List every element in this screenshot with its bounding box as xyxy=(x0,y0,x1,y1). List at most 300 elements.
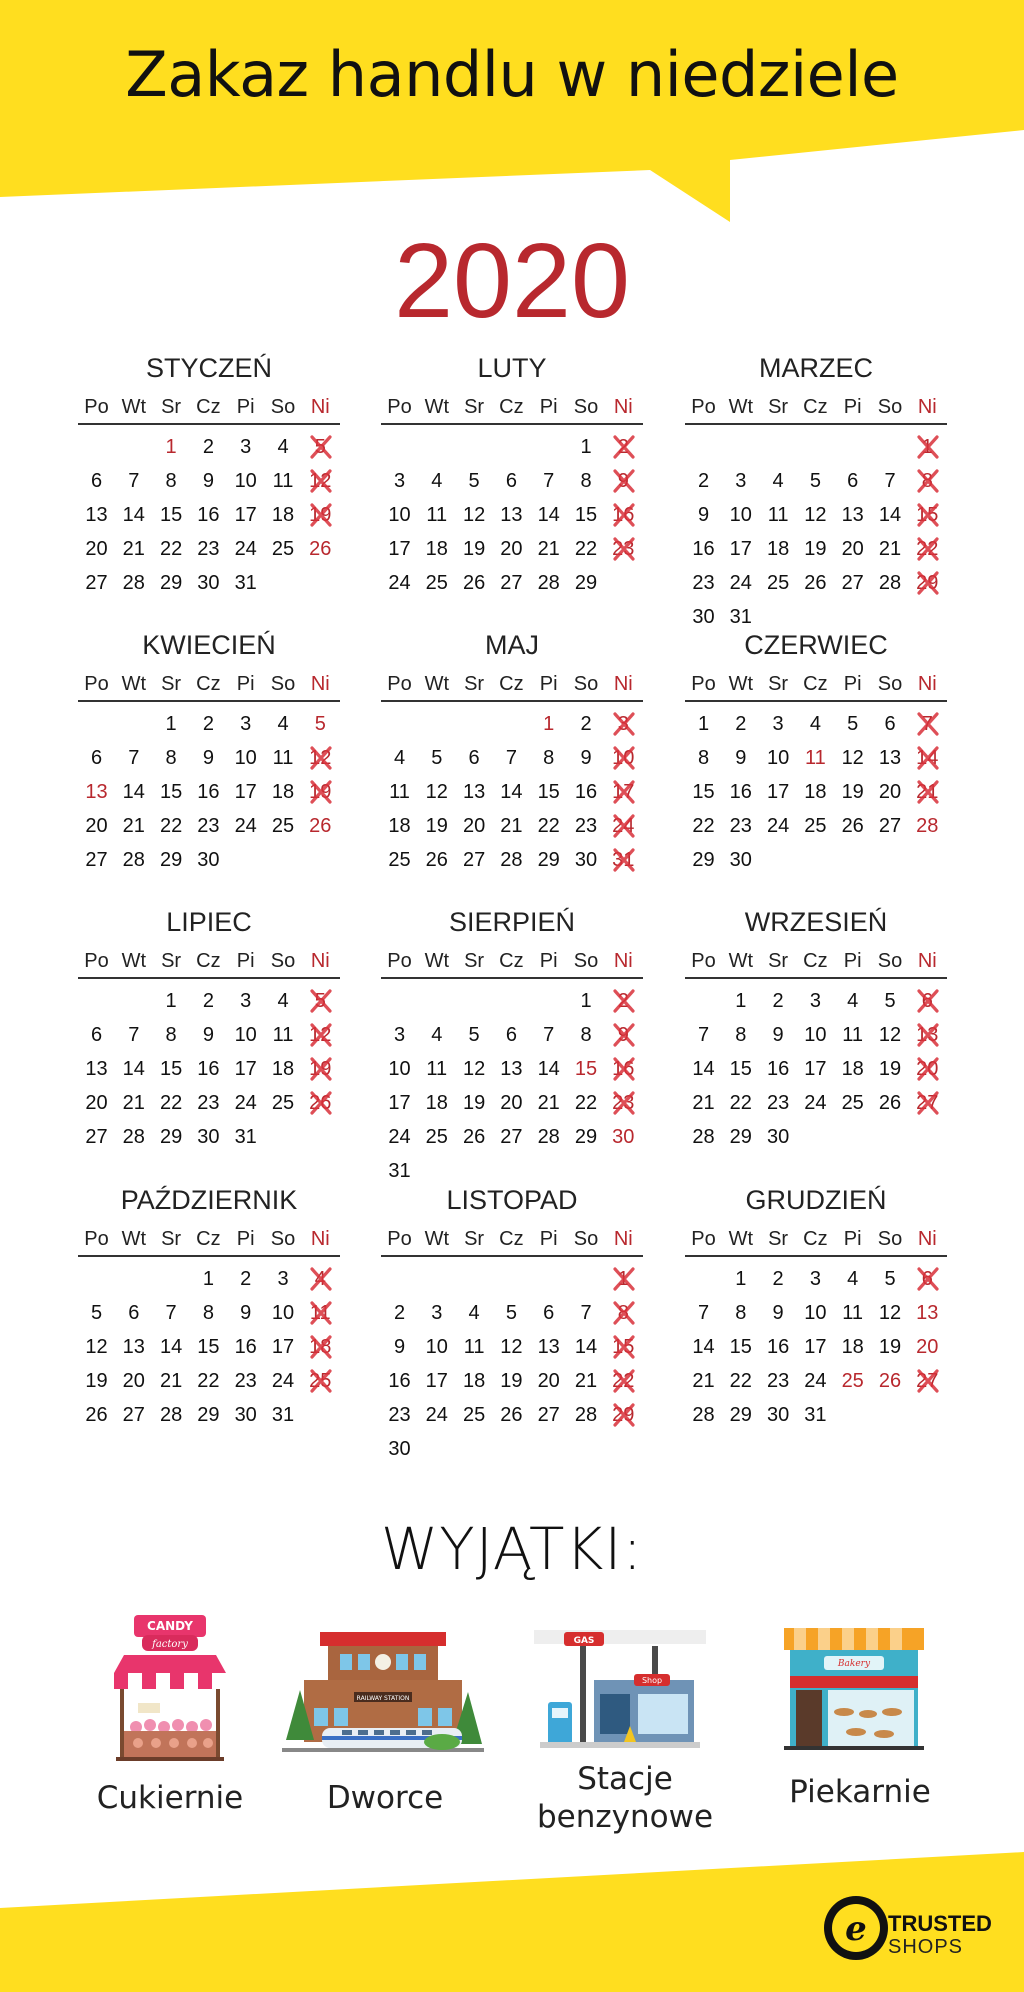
day-cell: 8 xyxy=(697,747,710,769)
weekday-label: Po xyxy=(84,396,109,418)
bakery-icon xyxy=(784,1628,924,1752)
weekday-label: Cz xyxy=(499,1228,524,1250)
day-cell: 11 xyxy=(389,781,410,803)
day-cell: 14 xyxy=(692,1336,715,1358)
day-cell-trading-ban: 25 xyxy=(302,1369,339,1393)
day-cell: 16 xyxy=(197,504,220,526)
day-cell: 3 xyxy=(240,990,252,1012)
day-cell: 18 xyxy=(462,1370,486,1392)
weekday-label: Ni xyxy=(917,396,937,418)
day-cell: 26 xyxy=(878,1092,902,1114)
weekday-label: Wt xyxy=(424,950,450,972)
day-cell: 16 xyxy=(388,1370,411,1392)
cross-mark-icon xyxy=(308,1056,334,1082)
day-cell: 30 xyxy=(766,1126,790,1148)
cross-mark-icon xyxy=(308,1090,334,1116)
day-cell: 7 xyxy=(580,1302,592,1324)
day-cell: 31 xyxy=(388,1160,411,1182)
day-cell: 8 xyxy=(735,1302,747,1324)
station-sign-text: RAILWAY STATION xyxy=(356,1695,410,1702)
weekday-label: So xyxy=(877,950,903,972)
day-cell: 5 xyxy=(468,470,480,492)
day-cell: 18 xyxy=(271,504,295,526)
cross-mark-icon xyxy=(308,1022,334,1048)
day-cell-trading-ban: 29 xyxy=(909,571,946,595)
month-name: STYCZEŃ xyxy=(145,353,272,383)
day-cell: 21 xyxy=(122,1092,145,1114)
month-divider xyxy=(78,423,340,425)
day-cell: 13 xyxy=(537,1336,560,1358)
day-cell: 25 xyxy=(462,1404,486,1426)
day-cell: 23 xyxy=(766,1092,790,1114)
day-cell: 23 xyxy=(197,1092,220,1114)
day-cell: 9 xyxy=(735,747,747,769)
weekday-label: Cz xyxy=(196,1228,221,1250)
exceptions-title: WYJĄTKI: xyxy=(380,1515,644,1583)
day-cell: 3 xyxy=(240,713,252,735)
day-cell: 16 xyxy=(197,781,220,803)
day-cell-trading-ban: 19 xyxy=(302,1057,339,1081)
day-cell: 15 xyxy=(159,1058,183,1080)
weekday-label: Pi xyxy=(539,950,558,972)
weekday-label: Po xyxy=(387,950,412,972)
day-cell: 15 xyxy=(729,1336,752,1358)
day-cell: 2 xyxy=(772,990,784,1012)
day-cell: 9 xyxy=(697,504,710,526)
day-cell: 28 xyxy=(692,1404,715,1426)
weekday-label: Pi xyxy=(539,673,558,695)
day-cell: 27 xyxy=(537,1404,560,1426)
day-cell: 31 xyxy=(234,572,257,594)
weekday-label: Cz xyxy=(196,673,221,695)
month-divider xyxy=(78,1255,340,1257)
day-cell: 29 xyxy=(537,849,560,871)
day-cell: 28 xyxy=(537,1126,560,1148)
day-cell: 20 xyxy=(537,1370,560,1392)
cross-mark-icon xyxy=(308,468,334,494)
cross-mark-icon xyxy=(611,1090,637,1116)
day-cell: 20 xyxy=(122,1370,145,1392)
day-cell: 27 xyxy=(462,849,486,871)
day-cell: 6 xyxy=(543,1302,555,1324)
weekday-label: Wt xyxy=(728,1228,754,1250)
day-cell: 17 xyxy=(234,781,257,803)
day-cell: 28 xyxy=(574,1404,598,1426)
weekday-label: Wt xyxy=(728,673,754,695)
day-cell: 30 xyxy=(729,849,752,871)
day-cell: 16 xyxy=(766,1058,790,1080)
day-cell: 8 xyxy=(580,470,592,492)
day-cell: 26 xyxy=(500,1404,523,1426)
weekday-label: Wt xyxy=(121,1228,147,1250)
day-cell: 29 xyxy=(729,1404,752,1426)
day-cell-trading-ban: 6 xyxy=(909,1267,946,1291)
day-cell: 30 xyxy=(197,849,220,871)
day-cell-trading-ban: 31 xyxy=(605,848,642,872)
day-cell: 7 xyxy=(128,1024,140,1046)
day-cell: 10 xyxy=(804,1024,827,1046)
weekday-label: So xyxy=(573,950,599,972)
day-cell: 23 xyxy=(197,538,220,560)
day-cell: 24 xyxy=(388,572,411,594)
day-cell: 31 xyxy=(271,1404,295,1426)
cross-mark-icon xyxy=(611,813,637,839)
month-name: PAŹDZIERNIK xyxy=(120,1185,298,1215)
day-cell: 13 xyxy=(500,504,523,526)
day-cell: 28 xyxy=(916,815,939,837)
day-cell: 28 xyxy=(122,1126,145,1148)
day-cell: 6 xyxy=(884,713,896,735)
day-cell: 3 xyxy=(772,713,784,735)
day-cell-trading-ban: 13 xyxy=(909,1023,946,1047)
weekday-label: Ni xyxy=(613,396,633,418)
day-cell-trading-ban: 23 xyxy=(605,1091,642,1115)
day-cell: 7 xyxy=(128,470,140,492)
cross-mark-icon xyxy=(611,988,637,1014)
day-cell: 4 xyxy=(277,990,289,1012)
day-cell: 22 xyxy=(692,815,715,837)
month-divider xyxy=(685,700,947,702)
cross-mark-icon xyxy=(915,1368,941,1394)
weekday-label: Cz xyxy=(803,673,828,695)
weekday-label: Sr xyxy=(768,396,789,418)
day-cell: 8 xyxy=(202,1302,214,1324)
day-cell: 28 xyxy=(159,1404,183,1426)
day-cell: 14 xyxy=(692,1058,715,1080)
day-cell-trading-ban: 27 xyxy=(909,1369,946,1393)
day-cell: 10 xyxy=(388,504,411,526)
cross-mark-icon xyxy=(611,1266,637,1292)
day-cell: 29 xyxy=(692,849,715,871)
day-cell-trading-ban: 12 xyxy=(302,746,339,770)
day-cell: 11 xyxy=(463,1336,485,1358)
day-cell: 5 xyxy=(809,470,821,492)
day-cell-trading-ban: 5 xyxy=(302,435,339,459)
day-cell: 9 xyxy=(393,1336,406,1358)
month-divider xyxy=(381,423,643,425)
weekday-label: Pi xyxy=(843,673,862,695)
weekday-label: Cz xyxy=(803,1228,828,1250)
day-cell: 25 xyxy=(388,849,411,871)
day-cell: 22 xyxy=(574,538,598,560)
day-cell: 11 xyxy=(842,1024,864,1046)
day-cell: 30 xyxy=(766,1404,790,1426)
cross-mark-icon xyxy=(915,711,941,737)
day-cell: 11 xyxy=(272,470,294,492)
weekday-label: Po xyxy=(691,1228,716,1250)
day-cell: 11 xyxy=(842,1302,864,1324)
day-cell: 9 xyxy=(240,1302,252,1324)
day-cell: 6 xyxy=(90,747,103,769)
day-cell-trading-ban: 9 xyxy=(605,469,642,493)
day-cell: 12 xyxy=(841,747,864,769)
day-cell: 12 xyxy=(85,1336,108,1358)
day-cell: 19 xyxy=(462,538,486,560)
day-cell: 17 xyxy=(388,538,411,560)
day-cell: 8 xyxy=(165,1024,177,1046)
day-cell: 31 xyxy=(234,1126,257,1148)
day-cell: 11 xyxy=(767,504,789,526)
day-cell: 31 xyxy=(804,1404,827,1426)
candy-sub-text: factory xyxy=(152,1639,188,1650)
month-name: CZERWIEC xyxy=(744,630,888,660)
weekday-label: Cz xyxy=(803,950,828,972)
shop-sign-text: Shop xyxy=(641,1676,663,1685)
day-cell: 12 xyxy=(500,1336,523,1358)
day-cell-trading-ban: 15 xyxy=(605,1335,642,1359)
day-cell: 10 xyxy=(388,1058,411,1080)
day-cell: 7 xyxy=(165,1302,177,1324)
day-cell: 30 xyxy=(612,1126,635,1148)
day-cell: 2 xyxy=(240,1268,252,1290)
weekday-label: So xyxy=(270,396,296,418)
day-cell: 24 xyxy=(234,815,257,837)
weekday-label: Sr xyxy=(161,950,182,972)
day-cell: 11 xyxy=(426,504,448,526)
cross-mark-icon xyxy=(611,502,637,528)
day-cell: 18 xyxy=(271,781,295,803)
day-cell: 8 xyxy=(165,470,177,492)
day-cell: 18 xyxy=(841,1336,864,1358)
day-cell: 20 xyxy=(85,538,108,560)
cross-mark-icon xyxy=(611,779,637,805)
day-cell: 1 xyxy=(165,713,177,735)
day-cell: 16 xyxy=(234,1336,257,1358)
day-cell: 1 xyxy=(543,713,555,735)
year-heading: 2020 xyxy=(394,222,630,340)
day-cell-trading-ban: 23 xyxy=(605,537,642,561)
weekday-label: Po xyxy=(84,673,109,695)
day-cell: 4 xyxy=(393,747,406,769)
day-cell: 19 xyxy=(500,1370,523,1392)
day-cell: 29 xyxy=(159,849,183,871)
day-cell: 26 xyxy=(462,1126,486,1148)
day-cell-trading-ban: 22 xyxy=(605,1369,642,1393)
day-cell: 25 xyxy=(804,815,827,837)
day-cell: 4 xyxy=(277,436,289,458)
exception-label: Piekarnie xyxy=(789,1774,931,1810)
weekday-label: Pi xyxy=(843,1228,862,1250)
day-cell: 27 xyxy=(841,572,864,594)
weekday-label: Po xyxy=(387,396,412,418)
weekday-label: Pi xyxy=(236,673,255,695)
day-cell: 24 xyxy=(234,538,257,560)
weekday-label: Ni xyxy=(310,1228,330,1250)
weekday-label: Pi xyxy=(236,950,255,972)
day-cell: 26 xyxy=(85,1404,108,1426)
weekday-label: Sr xyxy=(161,673,182,695)
day-cell: 4 xyxy=(431,1024,443,1046)
day-cell: 3 xyxy=(393,1024,406,1046)
day-cell: 26 xyxy=(878,1370,902,1392)
day-cell: 3 xyxy=(735,470,747,492)
weekday-label: Po xyxy=(84,950,109,972)
day-cell: 23 xyxy=(197,815,220,837)
day-cell: 12 xyxy=(425,781,448,803)
day-cell-trading-ban: 15 xyxy=(909,503,946,527)
day-cell: 16 xyxy=(766,1336,790,1358)
day-cell: 17 xyxy=(804,1058,827,1080)
day-cell: 3 xyxy=(277,1268,289,1290)
day-cell: 7 xyxy=(697,1302,710,1324)
day-cell: 15 xyxy=(574,1058,598,1080)
day-cell-trading-ban: 3 xyxy=(605,712,642,736)
day-cell: 15 xyxy=(537,781,560,803)
month-name: LUTY xyxy=(477,353,547,383)
weekday-label: Ni xyxy=(917,673,937,695)
weekday-label: Sr xyxy=(464,950,485,972)
day-cell: 5 xyxy=(314,713,326,735)
cross-mark-icon xyxy=(611,1368,637,1394)
day-cell: 11 xyxy=(426,1058,448,1080)
day-cell: 28 xyxy=(122,572,145,594)
weekday-label: Ni xyxy=(310,673,330,695)
day-cell: 21 xyxy=(122,815,145,837)
day-cell: 19 xyxy=(85,1370,108,1392)
day-cell-trading-ban: 19 xyxy=(302,503,339,527)
month-name: WRZESIEŃ xyxy=(744,907,888,937)
day-cell: 5 xyxy=(90,1302,103,1324)
day-cell: 25 xyxy=(766,572,790,594)
cross-mark-icon xyxy=(915,779,941,805)
day-cell: 7 xyxy=(543,470,555,492)
day-cell: 29 xyxy=(197,1404,220,1426)
day-cell: 19 xyxy=(878,1058,902,1080)
weekday-label: Sr xyxy=(161,1228,182,1250)
day-cell: 13 xyxy=(500,1058,523,1080)
day-cell-trading-ban: 11 xyxy=(302,1301,339,1325)
day-cell: 21 xyxy=(500,815,523,837)
cross-mark-icon xyxy=(308,779,334,805)
day-cell: 5 xyxy=(468,1024,480,1046)
day-cell: 7 xyxy=(697,1024,710,1046)
day-cell: 13 xyxy=(878,747,902,769)
weekday-label: Po xyxy=(691,950,716,972)
weekday-label: Ni xyxy=(310,396,330,418)
day-cell: 26 xyxy=(804,572,827,594)
day-cell: 18 xyxy=(804,781,827,803)
cross-mark-icon xyxy=(915,434,941,460)
day-cell-trading-ban: 16 xyxy=(605,1057,642,1081)
day-cell: 26 xyxy=(309,538,332,560)
day-cell: 16 xyxy=(197,1058,220,1080)
day-cell: 9 xyxy=(202,1024,214,1046)
month-name: GRUDZIEŃ xyxy=(745,1185,887,1215)
day-cell: 19 xyxy=(841,781,864,803)
cross-mark-icon xyxy=(611,536,637,562)
day-cell: 7 xyxy=(884,470,896,492)
day-cell: 24 xyxy=(271,1370,295,1392)
day-cell: 12 xyxy=(462,1058,486,1080)
weekday-label: Ni xyxy=(613,673,633,695)
weekday-label: Sr xyxy=(768,1228,789,1250)
day-cell: 1 xyxy=(735,990,747,1012)
day-cell: 22 xyxy=(729,1092,752,1114)
weekday-label: Wt xyxy=(728,950,754,972)
day-cell: 20 xyxy=(500,538,523,560)
cross-mark-icon xyxy=(915,468,941,494)
month-divider xyxy=(685,1255,947,1257)
day-cell: 23 xyxy=(766,1370,790,1392)
day-cell: 17 xyxy=(271,1336,295,1358)
day-cell: 25 xyxy=(841,1092,864,1114)
weekday-label: So xyxy=(573,396,599,418)
day-cell: 10 xyxy=(234,1024,257,1046)
day-cell: 3 xyxy=(240,436,252,458)
day-cell: 18 xyxy=(271,1058,295,1080)
day-cell: 14 xyxy=(878,504,902,526)
day-cell: 27 xyxy=(500,572,523,594)
day-cell: 9 xyxy=(772,1024,784,1046)
day-cell: 15 xyxy=(197,1336,220,1358)
weekday-label: So xyxy=(877,396,903,418)
day-cell: 5 xyxy=(505,1302,517,1324)
cross-mark-icon xyxy=(308,1300,334,1326)
weekday-label: Sr xyxy=(161,396,182,418)
day-cell: 18 xyxy=(425,1092,448,1114)
day-cell: 13 xyxy=(916,1302,939,1324)
day-cell: 4 xyxy=(468,1302,480,1324)
day-cell: 10 xyxy=(729,504,752,526)
weekday-label: Po xyxy=(387,673,412,695)
weekday-label: Sr xyxy=(464,1228,485,1250)
day-cell: 22 xyxy=(159,538,183,560)
day-cell: 14 xyxy=(122,504,145,526)
day-cell-trading-ban: 18 xyxy=(302,1335,339,1359)
day-cell: 17 xyxy=(729,538,752,560)
weekday-label: Ni xyxy=(917,950,937,972)
day-cell: 13 xyxy=(85,504,108,526)
day-cell: 9 xyxy=(202,470,214,492)
cross-mark-icon xyxy=(915,502,941,528)
day-cell-trading-ban: 6 xyxy=(909,989,946,1013)
day-cell: 2 xyxy=(772,1268,784,1290)
day-cell: 4 xyxy=(772,470,784,492)
day-cell: 27 xyxy=(85,849,108,871)
cross-mark-icon xyxy=(611,468,637,494)
day-cell: 27 xyxy=(878,815,902,837)
day-cell: 14 xyxy=(500,781,523,803)
cross-mark-icon xyxy=(611,711,637,737)
day-cell: 28 xyxy=(878,572,902,594)
cross-mark-icon xyxy=(915,1090,941,1116)
day-cell: 27 xyxy=(500,1126,523,1148)
month-divider xyxy=(381,1255,643,1257)
day-cell: 12 xyxy=(804,504,827,526)
day-cell: 17 xyxy=(234,504,257,526)
day-cell: 29 xyxy=(574,1126,598,1148)
weekday-label: So xyxy=(877,673,903,695)
logo-mark: e xyxy=(845,1909,867,1949)
day-cell-trading-ban: 12 xyxy=(302,469,339,493)
cross-mark-icon xyxy=(611,1334,637,1360)
cross-mark-icon xyxy=(308,745,334,771)
day-cell: 21 xyxy=(537,538,560,560)
cross-mark-icon xyxy=(915,1056,941,1082)
day-cell: 5 xyxy=(884,1268,896,1290)
day-cell: 7 xyxy=(505,747,517,769)
day-cell: 25 xyxy=(271,1092,295,1114)
day-cell-trading-ban: 7 xyxy=(909,712,946,736)
month-divider xyxy=(381,977,643,979)
day-cell: 6 xyxy=(847,470,859,492)
day-cell: 24 xyxy=(425,1404,448,1426)
weekday-label: Sr xyxy=(464,673,485,695)
month-name: KWIECIEŃ xyxy=(142,630,276,660)
day-cell: 1 xyxy=(735,1268,747,1290)
day-cell-trading-ban: 5 xyxy=(302,989,339,1013)
day-cell: 29 xyxy=(159,1126,183,1148)
